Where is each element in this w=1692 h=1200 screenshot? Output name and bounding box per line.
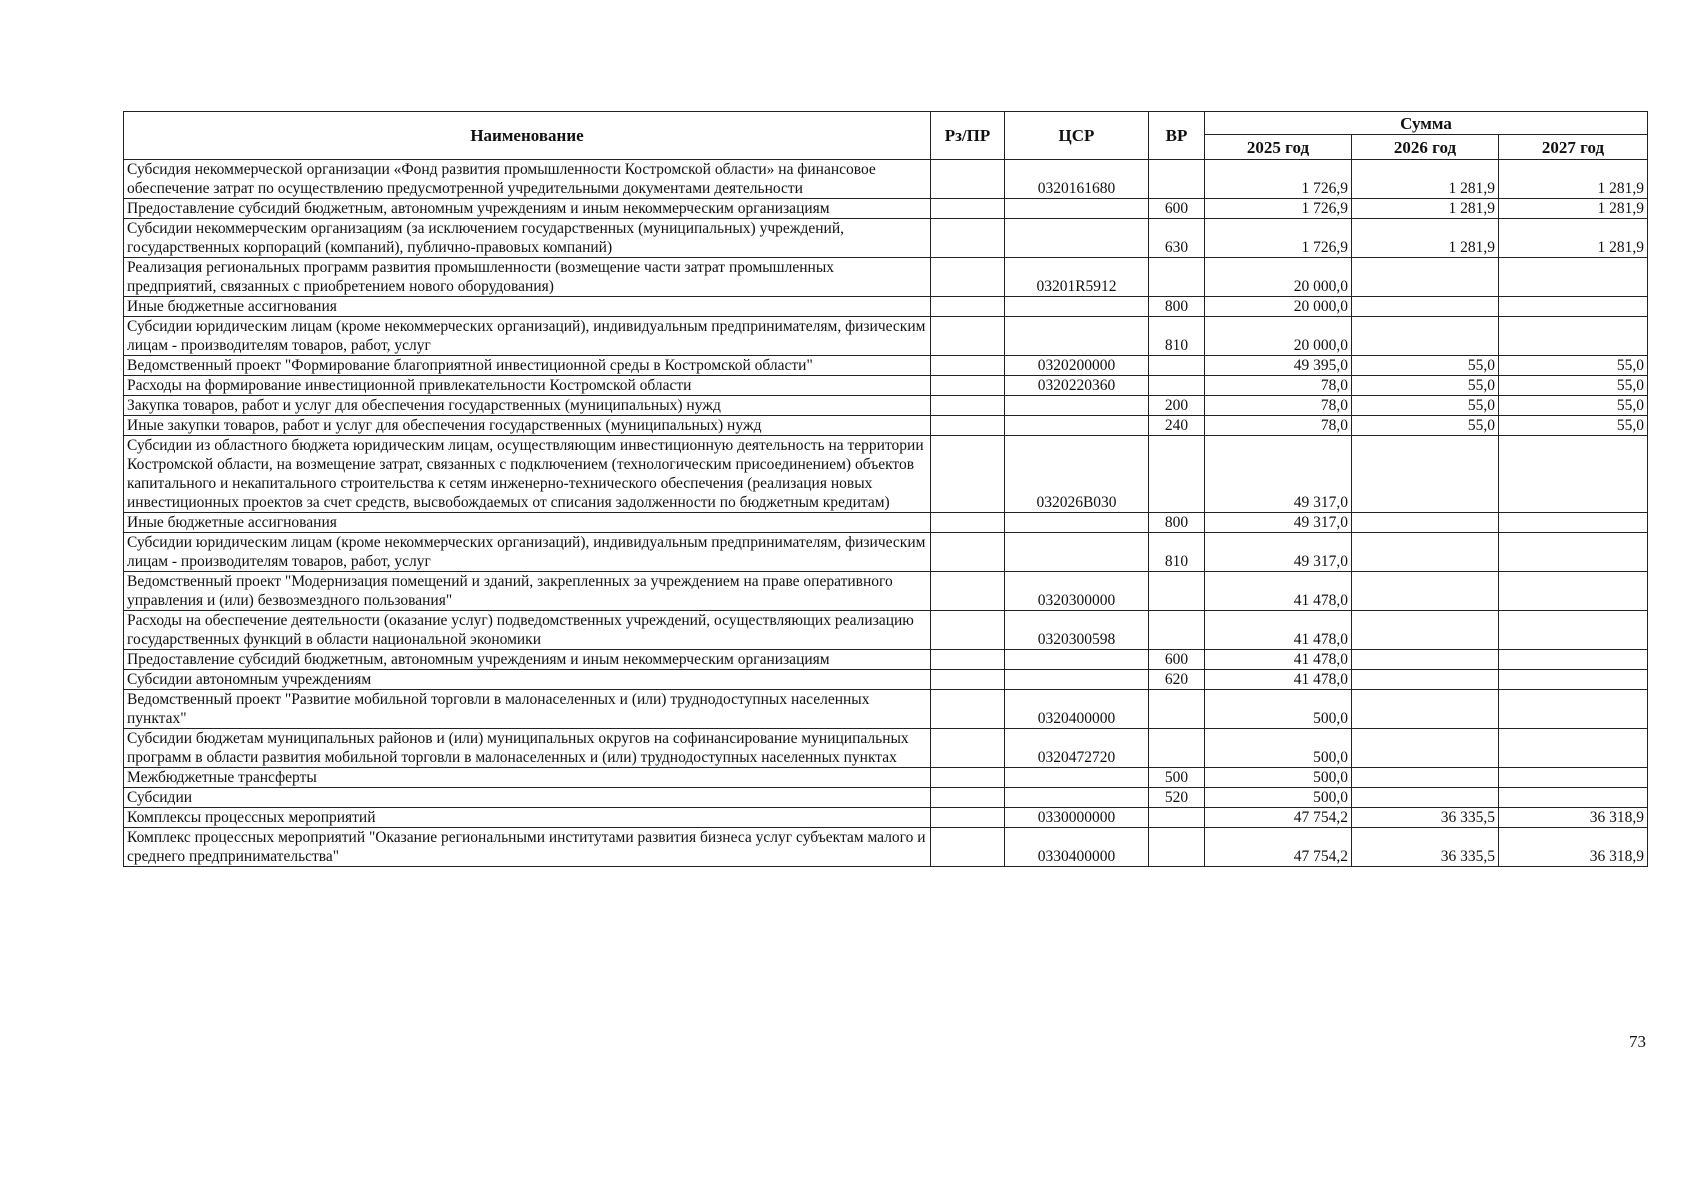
row-name: Расходы на обеспечение деятельности (оказание услуг) подведомственных учреждений, осуществляющих реализацию государственных функций в области национальной экономики [124, 611, 931, 650]
row-csr [1005, 317, 1149, 356]
row-value-2027: 1 281,9 [1499, 199, 1648, 219]
row-rz-pr [931, 533, 1005, 572]
table-row [124, 258, 1648, 297]
row-value-2025: 49 317,0 [1205, 533, 1352, 572]
row-csr: 0320472720 [1005, 729, 1149, 768]
row-name: Комплекс процессных мероприятий "Оказание региональными институтами развития бизнеса услуг субъектам малого и среднего предпринимательства" [124, 828, 931, 867]
row-vr: 600 [1149, 199, 1205, 219]
row-value-2025: 20 000,0 [1205, 258, 1352, 297]
table-row [124, 356, 1648, 376]
row-name: Межбюджетные трансферты [124, 768, 931, 788]
row-value-2026 [1352, 650, 1499, 670]
row-value-2026: 1 281,9 [1352, 160, 1499, 199]
row-value-2027 [1499, 572, 1648, 611]
row-value-2025: 41 478,0 [1205, 670, 1352, 690]
header-sum: Сумма [1205, 112, 1648, 135]
row-value-2027 [1499, 436, 1648, 513]
table-row [124, 788, 1648, 808]
row-name: Ведомственный проект "Развитие мобильной торговли в малонаселенных и (или) труднодоступных населенных пунктах" [124, 690, 931, 729]
table-row [124, 690, 1648, 729]
row-csr: 0320220360 [1005, 376, 1149, 396]
row-value-2025: 500,0 [1205, 788, 1352, 808]
row-csr: 0320300598 [1005, 611, 1149, 650]
page-number: 73 [1629, 1032, 1646, 1051]
row-value-2025: 41 478,0 [1205, 611, 1352, 650]
row-vr [1149, 436, 1205, 513]
table-row [124, 533, 1648, 572]
row-value-2025: 78,0 [1205, 416, 1352, 436]
table-row [124, 199, 1648, 219]
row-vr: 800 [1149, 513, 1205, 533]
row-csr [1005, 513, 1149, 533]
header-year-2025: 2025 год [1205, 135, 1352, 160]
row-value-2026 [1352, 788, 1499, 808]
table-row [124, 808, 1648, 828]
row-csr: 0320200000 [1005, 356, 1149, 376]
row-value-2026: 36 335,5 [1352, 808, 1499, 828]
row-csr: 0330000000 [1005, 808, 1149, 828]
table-row [124, 396, 1648, 416]
header-rz-pr: Рз/ПР [931, 112, 1005, 160]
row-rz-pr [931, 199, 1005, 219]
row-rz-pr [931, 376, 1005, 396]
row-name: Закупка товаров, работ и услуг для обеспечения государственных (муниципальных) нужд [124, 396, 931, 416]
row-value-2025: 78,0 [1205, 396, 1352, 416]
row-value-2026 [1352, 670, 1499, 690]
row-csr [1005, 788, 1149, 808]
row-csr [1005, 533, 1149, 572]
row-rz-pr [931, 611, 1005, 650]
row-value-2025: 49 317,0 [1205, 436, 1352, 513]
row-value-2025: 47 754,2 [1205, 828, 1352, 867]
row-value-2025: 41 478,0 [1205, 572, 1352, 611]
table-row [124, 611, 1648, 650]
row-value-2027: 36 318,9 [1499, 808, 1648, 828]
row-vr [1149, 690, 1205, 729]
row-value-2026: 1 281,9 [1352, 219, 1499, 258]
row-value-2026 [1352, 436, 1499, 513]
row-vr: 800 [1149, 297, 1205, 317]
row-value-2027: 55,0 [1499, 376, 1648, 396]
row-vr [1149, 258, 1205, 297]
row-value-2025: 500,0 [1205, 729, 1352, 768]
row-rz-pr [931, 396, 1005, 416]
row-name: Субсидии юридическим лицам (кроме некоммерческих организаций), индивидуальным предпринимателям, физическим лицам - производителям товаров, работ, услуг [124, 533, 931, 572]
table-row [124, 317, 1648, 356]
row-name: Ведомственный проект "Модернизация помещений и зданий, закрепленных за учреждением на праве оперативного управления и (или) безвозмездного пользования" [124, 572, 931, 611]
row-csr [1005, 768, 1149, 788]
budget-table [123, 111, 1648, 867]
table-row [124, 828, 1648, 867]
row-vr [1149, 611, 1205, 650]
row-vr: 500 [1149, 768, 1205, 788]
row-csr [1005, 219, 1149, 258]
row-rz-pr [931, 768, 1005, 788]
row-csr [1005, 396, 1149, 416]
row-csr [1005, 199, 1149, 219]
row-csr: 03201R5912 [1005, 258, 1149, 297]
row-value-2027: 1 281,9 [1499, 160, 1648, 199]
row-csr [1005, 650, 1149, 670]
row-value-2027: 55,0 [1499, 416, 1648, 436]
table-row [124, 572, 1648, 611]
row-vr [1149, 572, 1205, 611]
row-rz-pr [931, 297, 1005, 317]
table-header [124, 112, 1648, 160]
row-csr: 0320300000 [1005, 572, 1149, 611]
row-value-2025: 500,0 [1205, 690, 1352, 729]
row-name: Субсидии юридическим лицам (кроме некоммерческих организаций), индивидуальным предпринимателям, физическим лицам - производителям товаров, работ, услуг [124, 317, 931, 356]
row-vr [1149, 356, 1205, 376]
row-rz-pr [931, 650, 1005, 670]
row-rz-pr [931, 416, 1005, 436]
row-value-2026 [1352, 611, 1499, 650]
row-name: Ведомственный проект "Формирование благоприятной инвестиционной среды в Костромской области" [124, 356, 931, 376]
row-rz-pr [931, 160, 1005, 199]
row-name: Субсидия некоммерческой организации «Фонд развития промышленности Костромской области» на финансовое обеспечение затрат по осуществлению предусмотренной учредительными документами деятельности [124, 160, 931, 199]
row-value-2027 [1499, 258, 1648, 297]
row-name: Иные бюджетные ассигнования [124, 297, 931, 317]
table-row [124, 416, 1648, 436]
header-vr: ВР [1149, 112, 1205, 160]
row-name: Предоставление субсидий бюджетным, автономным учреждениям и иным некоммерческим организациям [124, 650, 931, 670]
header-year-2026: 2026 год [1352, 135, 1499, 160]
row-csr [1005, 416, 1149, 436]
table-row [124, 670, 1648, 690]
row-rz-pr [931, 670, 1005, 690]
row-rz-pr [931, 808, 1005, 828]
row-value-2025: 49 395,0 [1205, 356, 1352, 376]
table-row [124, 219, 1648, 258]
row-value-2025: 1 726,9 [1205, 160, 1352, 199]
row-vr: 630 [1149, 219, 1205, 258]
row-rz-pr [931, 317, 1005, 356]
row-csr: 0320161680 [1005, 160, 1149, 199]
row-vr: 620 [1149, 670, 1205, 690]
row-csr: 0330400000 [1005, 828, 1149, 867]
row-csr: 0320400000 [1005, 690, 1149, 729]
row-value-2025: 20 000,0 [1205, 297, 1352, 317]
row-value-2027: 55,0 [1499, 396, 1648, 416]
row-vr [1149, 160, 1205, 199]
table-row [124, 729, 1648, 768]
row-value-2026 [1352, 258, 1499, 297]
row-rz-pr [931, 513, 1005, 533]
row-vr: 810 [1149, 317, 1205, 356]
row-value-2026 [1352, 317, 1499, 356]
row-csr [1005, 670, 1149, 690]
row-value-2026 [1352, 533, 1499, 572]
row-value-2025: 49 317,0 [1205, 513, 1352, 533]
row-value-2027: 36 318,9 [1499, 828, 1648, 867]
row-value-2025: 500,0 [1205, 768, 1352, 788]
header-csr: ЦСР [1005, 112, 1149, 160]
row-value-2027 [1499, 533, 1648, 572]
row-vr: 600 [1149, 650, 1205, 670]
table-row [124, 650, 1648, 670]
row-value-2025: 47 754,2 [1205, 808, 1352, 828]
row-name: Иные закупки товаров, работ и услуг для обеспечения государственных (муниципальных) нужд [124, 416, 931, 436]
table-row [124, 436, 1648, 513]
row-value-2026 [1352, 513, 1499, 533]
row-value-2026: 1 281,9 [1352, 199, 1499, 219]
row-value-2027 [1499, 611, 1648, 650]
row-value-2026: 55,0 [1352, 376, 1499, 396]
row-name: Предоставление субсидий бюджетным, автономным учреждениям и иным некоммерческим организациям [124, 199, 931, 219]
table-row [124, 160, 1648, 199]
row-rz-pr [931, 690, 1005, 729]
row-name: Расходы на формирование инвестиционной привлекательности Костромской области [124, 376, 931, 396]
row-value-2026 [1352, 768, 1499, 788]
row-value-2027 [1499, 513, 1648, 533]
row-rz-pr [931, 828, 1005, 867]
row-name: Субсидии из областного бюджета юридическим лицам, осуществляющим инвестиционную деятельность на территории Костромской области, на возмещение затрат, связанных с подключением (технологическим присоединением) объектов капитального и некапитального строительства к сетям инженерно-технического обеспечения (реализация новых инвестиционных проектов за счет средств, высвобождаемых от списания задолженности по бюджетным кредитам) [124, 436, 931, 513]
row-value-2027 [1499, 297, 1648, 317]
row-rz-pr [931, 258, 1005, 297]
row-value-2026: 36 335,5 [1352, 828, 1499, 867]
table-row [124, 297, 1648, 317]
row-name: Субсидии некоммерческим организациям (за исключением государственных (муниципальных) учреждений, государственных корпораций (компаний), публично-правовых компаний) [124, 219, 931, 258]
row-value-2025: 78,0 [1205, 376, 1352, 396]
row-vr [1149, 828, 1205, 867]
row-value-2026 [1352, 297, 1499, 317]
row-value-2026: 55,0 [1352, 416, 1499, 436]
row-vr: 810 [1149, 533, 1205, 572]
row-value-2027 [1499, 729, 1648, 768]
row-value-2027 [1499, 690, 1648, 729]
row-value-2027 [1499, 317, 1648, 356]
row-name: Субсидии бюджетам муниципальных районов и (или) муниципальных округов на софинансирование муниципальных программ в области развития мобильной торговли в малонаселенных и (или) труднодоступных населенных пунктах [124, 729, 931, 768]
row-rz-pr [931, 219, 1005, 258]
row-value-2026: 55,0 [1352, 396, 1499, 416]
row-vr [1149, 729, 1205, 768]
table-row [124, 376, 1648, 396]
row-rz-pr [931, 788, 1005, 808]
row-value-2027 [1499, 768, 1648, 788]
table-row [124, 513, 1648, 533]
table-row [124, 768, 1648, 788]
table-body [124, 160, 1648, 867]
row-rz-pr [931, 356, 1005, 376]
row-value-2025: 1 726,9 [1205, 199, 1352, 219]
row-rz-pr [931, 729, 1005, 768]
row-name: Иные бюджетные ассигнования [124, 513, 931, 533]
row-rz-pr [931, 572, 1005, 611]
row-value-2027 [1499, 670, 1648, 690]
row-vr: 240 [1149, 416, 1205, 436]
row-value-2027: 55,0 [1499, 356, 1648, 376]
row-value-2026 [1352, 690, 1499, 729]
row-value-2025: 1 726,9 [1205, 219, 1352, 258]
row-csr [1005, 297, 1149, 317]
row-value-2025: 41 478,0 [1205, 650, 1352, 670]
row-value-2027 [1499, 788, 1648, 808]
row-value-2025: 20 000,0 [1205, 317, 1352, 356]
header-name: Наименование [124, 112, 931, 160]
row-vr: 200 [1149, 396, 1205, 416]
row-value-2026: 55,0 [1352, 356, 1499, 376]
row-name: Субсидии автономным учреждениям [124, 670, 931, 690]
row-name: Комплексы процессных мероприятий [124, 808, 931, 828]
row-vr [1149, 808, 1205, 828]
header-year-2027: 2027 год [1499, 135, 1648, 160]
row-name: Субсидии [124, 788, 931, 808]
row-vr: 520 [1149, 788, 1205, 808]
row-value-2026 [1352, 572, 1499, 611]
row-value-2027: 1 281,9 [1499, 219, 1648, 258]
row-name: Реализация региональных программ развития промышленности (возмещение части затрат промышленных предприятий, связанных с приобретением нового оборудования) [124, 258, 931, 297]
row-value-2027 [1499, 650, 1648, 670]
row-vr [1149, 376, 1205, 396]
row-csr: 032026B030 [1005, 436, 1149, 513]
row-value-2026 [1352, 729, 1499, 768]
row-rz-pr [931, 436, 1005, 513]
